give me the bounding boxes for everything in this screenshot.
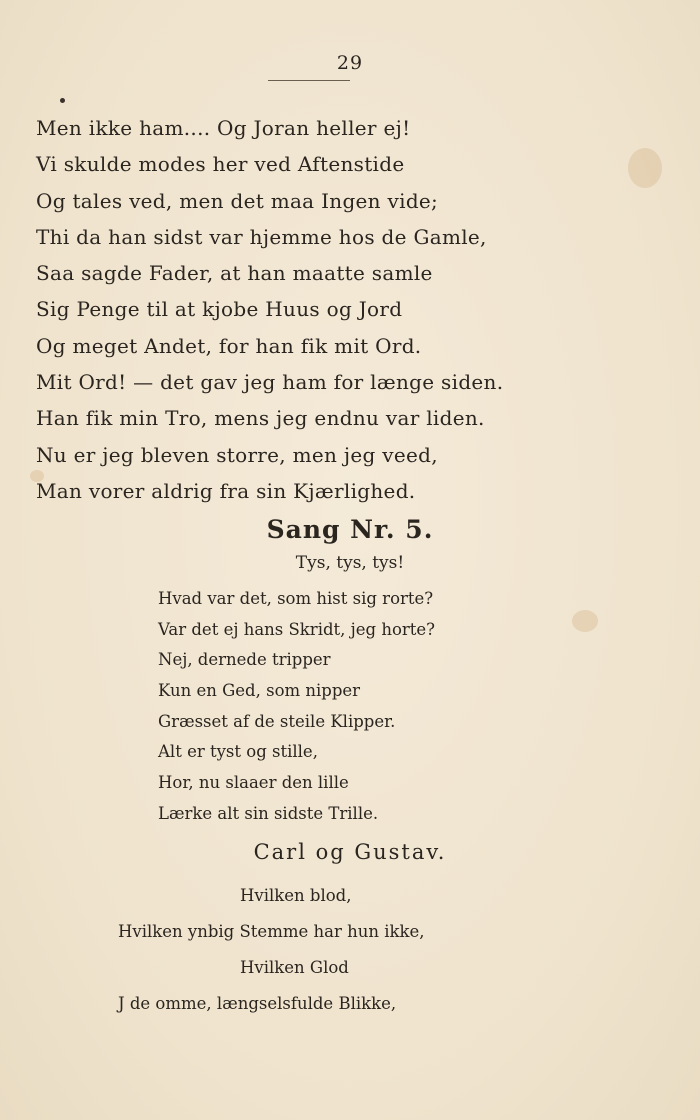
song-line: Lærke alt sin sidste Trille. bbox=[158, 803, 379, 823]
verse-line: Vi skulde modes her ved Aftenstide bbox=[36, 152, 405, 177]
verse-line: Saa sagde Fader, at han maatte samle bbox=[36, 261, 433, 286]
verse-block bbox=[36, 110, 676, 509]
verse-line: Men ikke ham.... Og Joran heller ej! bbox=[36, 116, 411, 140]
verse-line: Sig Penge til at kjobe Huus og Jord bbox=[36, 297, 403, 322]
song-line: Nej, dernede tripper bbox=[158, 650, 331, 670]
verse-line: Man vorer aldrig fra sin Kjærlighed. bbox=[36, 478, 416, 503]
final-verse-line: Hvilken blod, bbox=[240, 886, 352, 905]
verse-line: Og tales ved, men det maa Ingen vide; bbox=[36, 188, 439, 213]
song-line: Var det ej hans Skridt, jeg horte? bbox=[158, 619, 436, 639]
verse-line: Han fik min Tro, mens jeg endnu var liden. bbox=[36, 406, 485, 431]
song-refrain: Tys, tys, tys! bbox=[295, 553, 405, 573]
verse-line: Thi da han sidst var hjemme hos de Gamle, bbox=[36, 224, 487, 249]
song-block bbox=[158, 584, 638, 830]
song-line: Græsset af de steile Klipper. bbox=[158, 711, 396, 731]
page-number-rule bbox=[268, 80, 350, 81]
final-verse-line: Hvilken Glod bbox=[240, 958, 349, 977]
verse-line: Og meget Andet, for han fik mit Ord. bbox=[36, 333, 422, 358]
page-number: 29 bbox=[336, 52, 364, 74]
verse-line: Nu er jeg bleven storre, men jeg veed, bbox=[36, 442, 438, 467]
ink-mark bbox=[60, 98, 65, 103]
song-line: Alt er tyst og stille, bbox=[158, 742, 318, 762]
section-heading: Carl og Gustav. bbox=[253, 840, 447, 864]
song-line: Hor, nu slaaer den lille bbox=[158, 773, 349, 793]
final-verse-line: J de omme, længselsfulde Blikke, bbox=[118, 994, 397, 1013]
song-heading: Sang Nr. 5. bbox=[266, 515, 434, 544]
final-verse-line: Hvilken ynbig Stemme har hun ikke, bbox=[118, 922, 425, 941]
final-verse-block bbox=[118, 878, 638, 1022]
verse-line: Mit Ord! — det gav jeg ham for længe siden. bbox=[36, 370, 504, 395]
song-line: Kun en Ged, som nipper bbox=[158, 681, 361, 701]
song-line: Hvad var det, som hist sig rorte? bbox=[158, 589, 434, 608]
